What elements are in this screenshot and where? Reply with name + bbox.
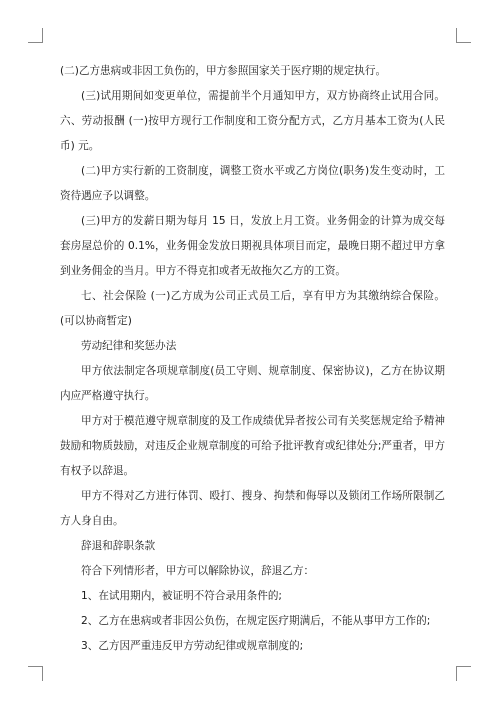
- heading-discipline: 劳动纪律和奖惩办法: [81, 340, 177, 352]
- paragraph-dismissal-conditions: 符合下列情形者，甲方可以解除协议，辞退乙方：: [81, 565, 315, 577]
- list-item-2: 2、乙方在患病或者非因公负伤，在规定医疗期满后，不能从事甲方工作的;: [81, 615, 431, 627]
- list-item-3: 3、乙方因严重违反甲方劳动纪律或规章制度的;: [81, 640, 304, 652]
- paragraph-rewards-penalties: 甲方对于模范遵守规章制度的及工作成绩优异者按公司有关奖惩规定给予精神鼓励和物质鼓励，对违反企业规章制度的可给予批评教育或纪律处分;严重者，甲方有权予以辞退。: [60, 415, 445, 477]
- paragraph-medical-period: (二)乙方患病或非因工负伤的，甲方参照国家关于医疗期的规定执行。: [60, 65, 387, 77]
- paragraph-personal-freedom: 甲方不得对乙方进行体罚、殴打、搜身、拘禁和侮辱以及锁闭工作场所限制乙方人身自由。: [60, 490, 445, 527]
- document-body: [60, 59, 445, 659]
- paragraph-probation-remuneration: (三)试用期间如变更单位，需提前半个月通知甲方，双方协商终止试用合同。六、劳动报酬 (一)按甲方现行工作制度和工资分配方式，乙方月基本工资为(人民币) 元。: [60, 90, 445, 152]
- crop-mark-top-right: [456, 28, 471, 43]
- crop-mark-top-left: [28, 28, 43, 43]
- paragraph-wage-adjustment: (二)甲方实行新的工资制度，调整工资水平或乙方岗位(职务)发生变动时，工资待遇应予以调整。: [60, 165, 445, 202]
- paragraph-payday-commission: (三)甲方的发薪日期为每月 15 日，发放上月工资。业务佣金的计算为成交每套房屋总价的 0.1%，业务佣金发放日期视具体项目而定，最晚日期不超过甲方拿到业务佣金的当月。甲方不得克扣或者无故拖欠乙方的工资。: [60, 215, 445, 277]
- heading-dismissal-resignation: 辞退和辞职条款: [81, 540, 156, 552]
- crop-mark-bottom-right: [456, 666, 471, 681]
- paragraph-rules: 甲方依法制定各项规章制度(员工守则、规章制度、保密协议)，乙方在协议期内应严格遵守执行。: [60, 365, 445, 402]
- list-item-1: 1、在试用期内，被证明不符合录用条件的;: [81, 590, 282, 602]
- crop-mark-bottom-left: [28, 666, 43, 681]
- paragraph-social-insurance: 七、社会保险 (一)乙方成为公司正式员工后，享有甲方为其缴纳综合保险。(可以协商暂定): [60, 290, 445, 327]
